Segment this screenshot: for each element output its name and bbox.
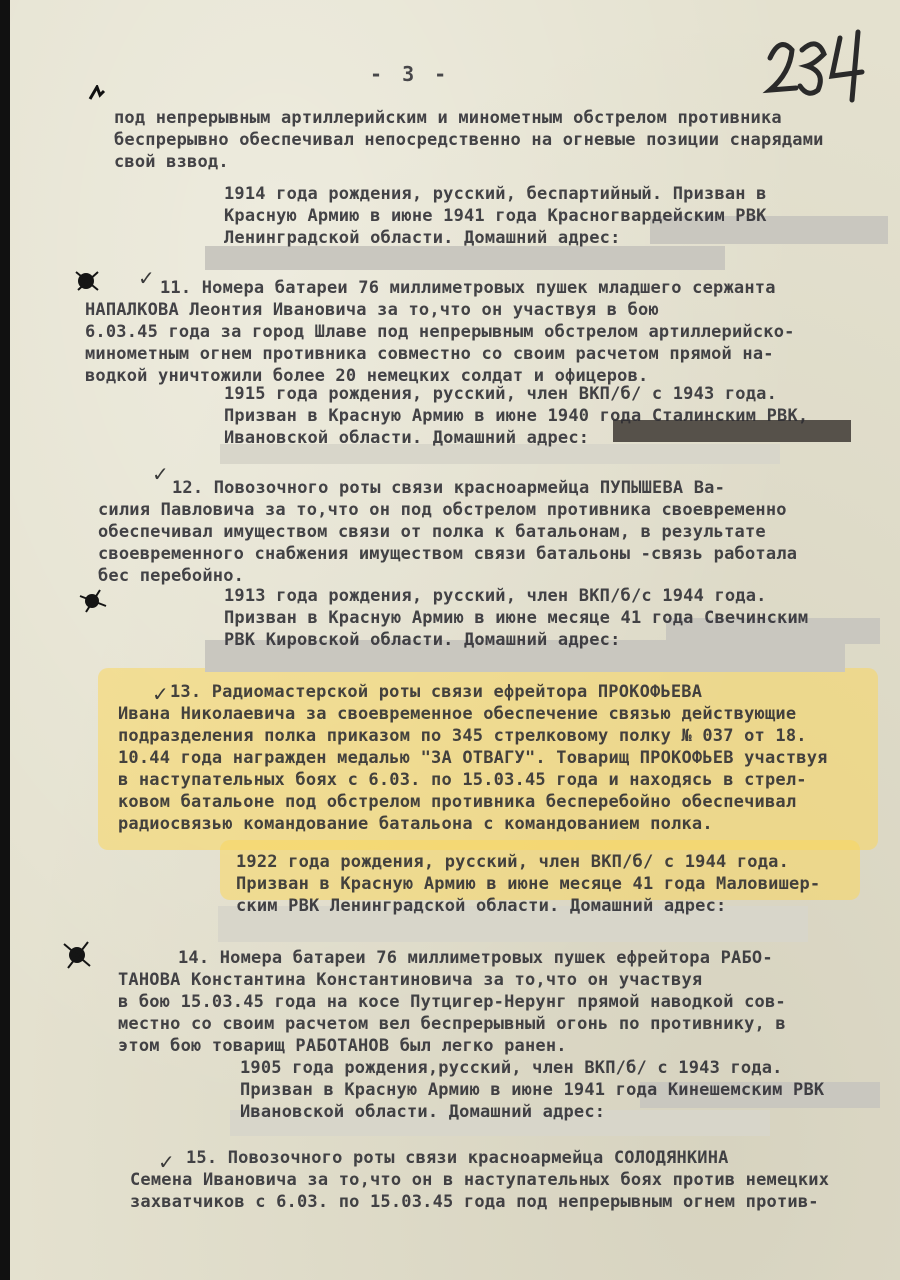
- text-line: минометным огнем противника совместно со своим расчетом прямой на-: [85, 344, 774, 364]
- text-line: ТАНОВА Константина Константиновича за то,что он участвуя: [118, 970, 703, 990]
- text-line: 11. Номера батареи 76 миллиметровых пушек младшего сержанта: [160, 278, 776, 298]
- check-mark-icon: ✓: [152, 682, 169, 706]
- text-line: захватчиков с 6.03. по 15.03.45 года под непрерывным огнем против-: [130, 1192, 819, 1212]
- text-line: 1915 года рождения, русский, член ВКП/б/ с 1943 года.: [224, 384, 778, 404]
- binding-edge: [0, 0, 10, 1280]
- text-line: 1913 года рождения, русский, член ВКП/б/с 1944 года.: [224, 586, 767, 606]
- text-line: под непрерывным артиллерийским и минометным обстрелом противника: [114, 108, 782, 128]
- text-line: водкой уничтожили более 20 немецких солдат и офицеров.: [85, 366, 649, 386]
- check-mark-icon: ✓: [138, 266, 155, 290]
- text-line: обеспечивал имуществом связи от полка к батальонам, в результате: [98, 522, 766, 542]
- text-line: Ивановской области. Домашний адрес:: [224, 428, 590, 448]
- text-line: подразделения полка приказом по 345 стрелковому полку № 037 от 18.: [118, 726, 807, 746]
- text-line: НАПАЛКОВА Леонтия Ивановича за то,что он участвуя в бою: [85, 300, 659, 320]
- ink-blot-icon: [62, 940, 92, 970]
- text-line: Красную Армию в июне 1941 года Красногвардейским РВК: [224, 206, 767, 226]
- text-line: радиосвязью командование батальона с командованием полка.: [118, 814, 713, 834]
- text-line: 1922 года рождения, русский, член ВКП/б/ с 1944 года.: [236, 852, 790, 872]
- text-line: 15. Повозочного роты связи красноармейца СОЛОДЯНКИНА: [186, 1148, 729, 1168]
- text-line: в бою 15.03.45 года на косе Путцигер-Нерунг прямой наводкой сов-: [118, 992, 786, 1012]
- text-line: Ленинградской области. Домашний адрес:: [224, 228, 621, 248]
- text-line: Призван в Красную Армию в июне месяце 41 года Свечинским: [224, 608, 809, 628]
- text-line: Ивановской области. Домашний адрес:: [240, 1102, 606, 1122]
- text-line: бес перебойно.: [98, 566, 245, 586]
- text-line: силия Павловича за то,что он под обстрелом противника своевременно: [98, 500, 787, 520]
- redaction-box: [205, 246, 725, 270]
- text-line: в наступательных боях с 6.03. по 15.03.45 года и находясь в стрел-: [118, 770, 807, 790]
- text-line: 6.03.45 года за город Шлаве под непрерывным обстрелом артиллерийско-: [85, 322, 795, 342]
- ink-blot-icon: [78, 588, 108, 614]
- text-line: 13. Радиомастерской роты связи ефрейтора ПРОКОФЬЕВА: [170, 682, 703, 702]
- text-line: РВК Кировской области. Домашний адрес:: [224, 630, 621, 650]
- text-line: 14. Номера батареи 76 миллиметровых пушек ефрейтора РАБО-: [178, 948, 773, 968]
- archive-folio-number: [762, 28, 872, 103]
- text-line: 10.44 года награжден медалью "ЗА ОТВАГУ". Товарищ ПРОКОФЬЕВ участвуя: [118, 748, 828, 768]
- text-line: Призван в Красную Армию в июне 1940 года Сталинским РВК,: [224, 406, 809, 426]
- text-line: ковом батальоне под обстрелом противника бесперебойно обеспечивал: [118, 792, 797, 812]
- text-line: 1914 года рождения, русский, беспартийный. Призван в: [224, 184, 767, 204]
- text-line: Призван в Красную Армию в июне 1941 года Кинешемским РВК: [240, 1080, 825, 1100]
- text-line: Призван в Красную Армию в июне месяце 41 года Маловишер-: [236, 874, 821, 894]
- text-line: свой взвод.: [114, 152, 229, 172]
- text-line: 12. Повозочного роты связи красноармейца ПУПЫШЕВА Ва-: [172, 478, 726, 498]
- text-line: Ивана Николаевича за своевременное обеспечение связью действующие: [118, 704, 797, 724]
- text-line: ским РВК Ленинградской области. Домашний адрес:: [236, 896, 727, 916]
- ink-blot-icon: [72, 268, 102, 294]
- check-mark-icon: ✓: [158, 1150, 175, 1174]
- text-line: беспрерывно обеспечивал непосредственно на огневые позиции снарядами: [114, 130, 824, 150]
- ink-mark-icon: [88, 85, 106, 103]
- text-line: этом бою товарищ РАБОТАНОВ был легко ранен.: [118, 1036, 567, 1056]
- check-mark-icon: ✓: [152, 462, 169, 486]
- page-number: - 3 -: [370, 62, 451, 86]
- text-line: Семена Ивановича за то,что он в наступательных боях против немецких: [130, 1170, 830, 1190]
- text-line: 1905 года рождения,русский, член ВКП/б/ с 1943 года.: [240, 1058, 783, 1078]
- document-page: [10, 0, 900, 1280]
- text-line: местно со своим расчетом вел беспрерывный огонь по противнику, в: [118, 1014, 786, 1034]
- text-line: своевременного снабжения имуществом связи батальоны -связь работала: [98, 544, 798, 564]
